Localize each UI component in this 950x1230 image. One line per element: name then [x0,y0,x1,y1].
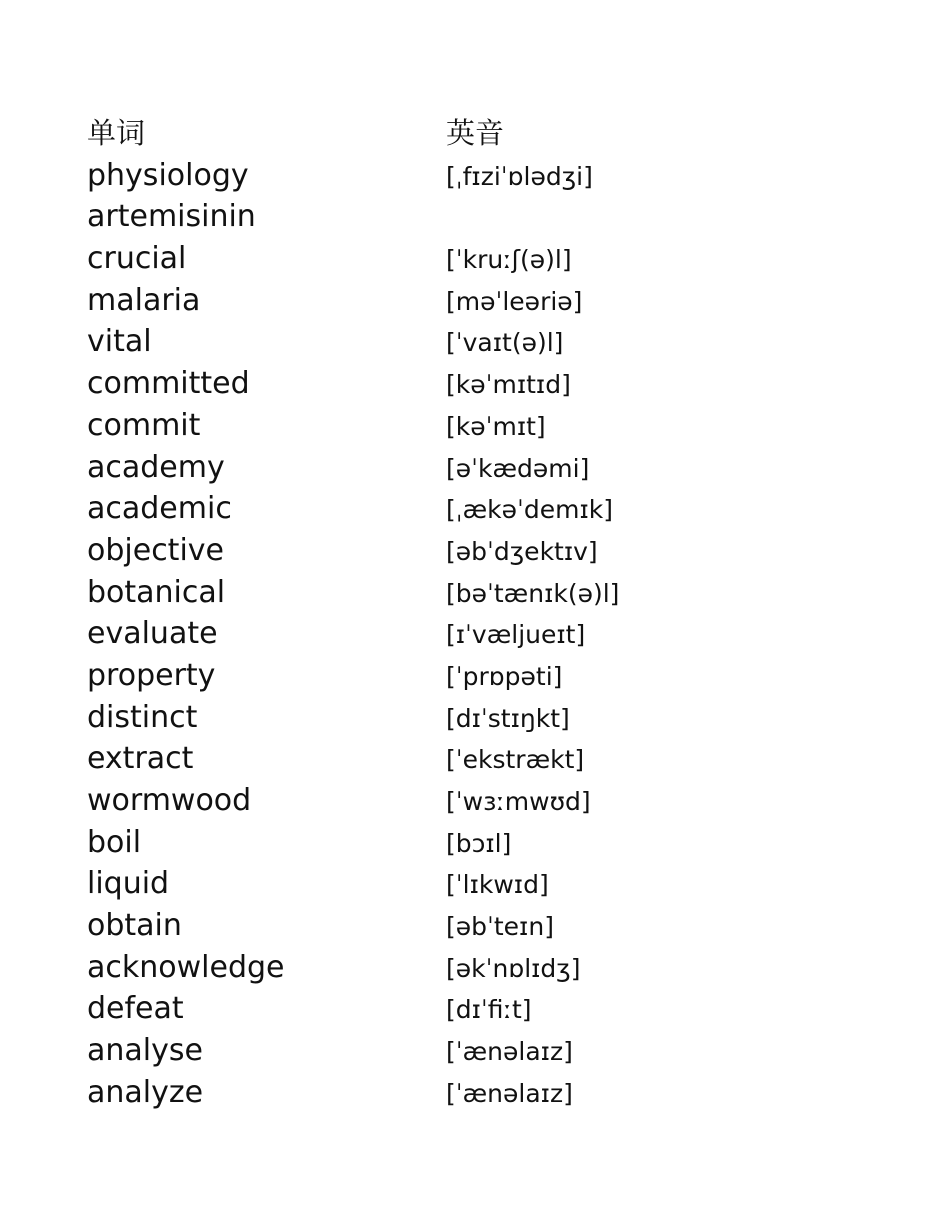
table-row [87,822,647,864]
table-row [87,363,647,405]
word-cell: evaluate [87,616,218,652]
word-cell: committed [87,366,250,402]
pronunciation-cell: [məˈleəriə] [446,286,583,316]
table-row [87,280,647,322]
word-cell: artemisinin [87,199,256,235]
pronunciation-cell: [əkˈnɒlɪdʒ] [446,953,581,983]
pronunciation-cell: [ˈwɜːmwʊd] [446,787,591,816]
table-row [87,655,647,697]
word-cell: vital [87,324,152,360]
word-cell: boil [87,824,142,860]
pronunciation-cell: [ˌækəˈdemɪk] [446,495,614,525]
word-cell: analyse [87,1033,203,1069]
table-row [87,1030,647,1072]
vocabulary-table [87,113,647,1114]
word-cell: property [87,657,216,693]
table-row [87,530,647,572]
table-row [87,572,647,614]
pronunciation-cell: [dɪˈfiːt] [446,995,532,1025]
pronunciation-cell: [ˈænəlaɪz] [446,1078,573,1108]
word-cell: acknowledge [87,949,285,985]
word-cell: academy [87,449,225,485]
word-cell: physiology [87,157,249,193]
pronunciation-cell: [dɪˈstɪŋkt] [446,703,570,733]
word-cell: malaria [87,282,201,318]
table-row [87,613,647,655]
word-cell: liquid [87,866,170,902]
pronunciation-column-header: 英音 [446,116,505,150]
pronunciation-cell: [bɔɪl] [446,828,512,858]
pronunciation-cell: [ˈlɪkwɪd] [446,870,549,900]
word-cell: commit [87,407,201,443]
table-row [87,447,647,489]
pronunciation-cell: [bəˈtænɪk(ə)l] [446,578,620,608]
word-cell: crucial [87,241,187,277]
table-row [87,947,647,989]
pronunciation-cell: [əbˈteɪn] [446,912,554,942]
table-row [87,405,647,447]
table-row [87,155,647,197]
table-row [87,863,647,905]
pronunciation-cell: [ˈprɒpəti] [446,661,563,691]
word-column-header: 单词 [87,116,146,150]
word-cell: botanical [87,574,226,610]
pronunciation-cell: [ˈekstrækt] [446,745,585,775]
pronunciation-cell: [ˈvaɪt(ə)l] [446,328,564,358]
word-cell: objective [87,532,224,568]
table-row [87,488,647,530]
table-row [87,738,647,780]
table-body [87,155,647,1114]
pronunciation-cell: [ˈkruːʃ(ə)l] [446,245,572,275]
word-cell: defeat [87,991,184,1027]
pronunciation-cell: [ɪˈvæljueɪt] [446,620,586,650]
word-cell: obtain [87,908,182,944]
word-cell: distinct [87,699,198,735]
table-row [87,1072,647,1114]
pronunciation-cell: [ˈænəlaɪz] [446,1037,573,1067]
pronunciation-cell: [əˈkædəmi] [446,453,590,483]
pronunciation-cell: [kəˈmɪtɪd] [446,370,571,400]
table-row [87,321,647,363]
word-cell: academic [87,491,232,527]
table-row [87,238,647,280]
pronunciation-cell: [kəˈmɪt] [446,411,546,441]
table-header-row [87,113,647,155]
pronunciation-cell: [ˌfɪziˈɒlədʒi] [446,161,593,191]
word-cell: extract [87,741,194,777]
table-row [87,905,647,947]
table-row [87,697,647,739]
table-row [87,196,647,238]
pronunciation-cell: [əbˈdʒektɪv] [446,536,598,566]
word-cell: analyze [87,1074,204,1110]
table-row [87,780,647,822]
word-cell: wormwood [87,783,252,818]
table-row [87,988,647,1030]
